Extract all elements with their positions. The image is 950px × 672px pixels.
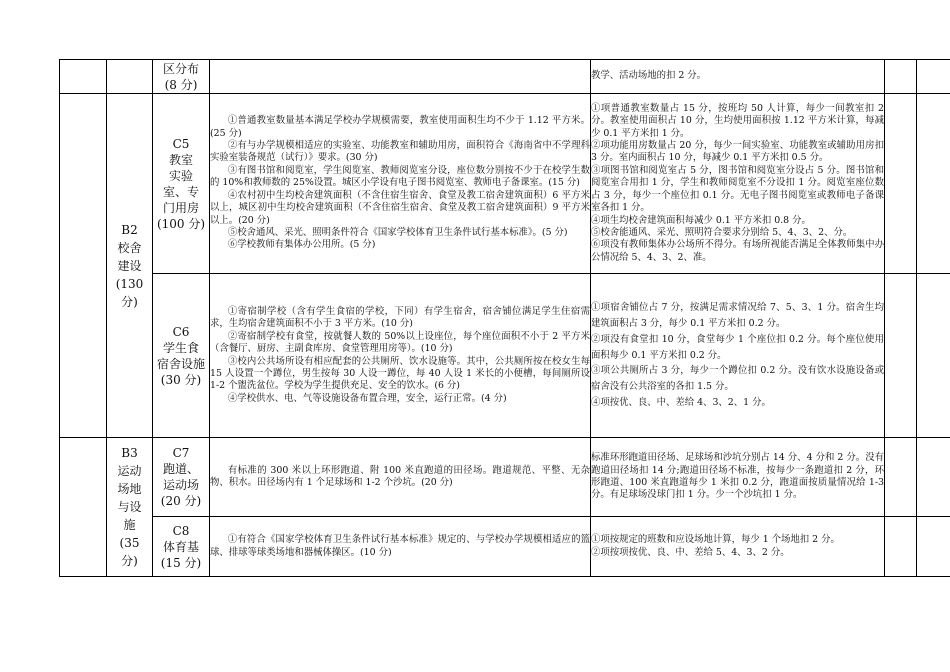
remark-cell: [917, 438, 950, 517]
rule-item: ⑥项没有教师集体办公场所不得分。有场所视能否满足全体教师集中办公情况给 5、4、3、2、准。: [591, 239, 884, 263]
rule-item: ③项公共厕所占 3 分，每少一个蹲位扣 0.2 分。没有饮水设施设备或宿舍没有公共浴室的各扣 1.5 分。: [591, 365, 884, 393]
table-row-c8: [60, 517, 950, 577]
rule-cell-c8: [591, 517, 885, 577]
standard-item: ⑥学校教师有集体办公用所。(5 分): [227, 239, 376, 251]
cell-empty-a: [60, 60, 107, 94]
table-row-c7: [60, 438, 950, 517]
evaluation-table: [59, 59, 950, 577]
rule-item: ①项按规定的班数和应设场地计算，每少 1 个场地扣 2 分。: [591, 534, 840, 546]
subcategory-cell-c5: C5 教室 实验 室、专 门用房 (100 分): [153, 94, 210, 274]
standard-item: ②有与办学规模相适应的实验室、功能教室和辅助用房，面积符合《海南省中不学理科实验室装备规范（试行）》要求。(30 分): [210, 140, 590, 164]
rule-cell-c5: [591, 94, 885, 274]
subcategory-cell-c6: C6 学生食 宿舍设施 (30 分): [153, 274, 210, 438]
subcategory-cell-c7: C7 跑道、 运动场 (20 分): [153, 438, 210, 517]
standard-item: ①有符合《国家学校体育卫生条件试行基本标准》规定的、与学校办学规模相适应的篮球、排球等球类场地和器械体操区。(10 分): [210, 534, 590, 558]
standard-item: ⑤校舍通风、采光、照明条件符合《国家学校体育卫生条件试行基本标准》。(5 分): [227, 226, 568, 238]
rule-item: ②项按项按优、良、中、差给 5、4、3、2 分。: [591, 546, 790, 558]
standard-cell-empty: [210, 60, 591, 94]
remark-cell: [917, 274, 950, 438]
rule-item: ④项生均校舍建筑面积每减少 0.1 平方米扣 0.8 分。: [591, 214, 811, 226]
rule-item: 标准环形跑道田径场、足球场和沙坑分别占 14 分、4 分和 2 分。没有跑道田径场扣 14 分;跑道田径场不标准，按每少一条跑道扣 2 分，环形跑道、100 米直跑道每少 1 米扣 0.2 分，跑道面按质量情况给 1-3 分。有足球场没球门扣 1 分。少一个沙坑扣 1 分。: [591, 452, 884, 501]
subcategory-cell-c8: C8 体育基 (15 分): [153, 517, 210, 577]
table-row-c6: [60, 274, 950, 438]
standard-item: ③校内公共场所设有相应配套的公共厕所、饮水设施等。其中，公共厕所按在校女生每 15 人设置一个蹲位，男生按每 30 人设一蹲位，每 40 人设 1 米长的小便槽，每间厕所设 1-2 个盥洗盆位。学校为学生提供充足、安全的饮水。(6 分): [210, 355, 590, 392]
rule-item: ①项普通教室数量占 15 分，按班均 50 人计算，每少一间教室扣 2 分。教室使用面积占 10 分，生均使用面积按 1.12 平方米计算，每减少 0.1 平方米扣 1 分。: [591, 102, 884, 139]
subcategory-cell: 区分布 (8 分): [153, 60, 210, 94]
standard-cell-c5: [210, 94, 591, 274]
remark-cell: [917, 517, 950, 577]
cell-empty-a: [60, 94, 107, 438]
rule-item: ④项按优、良、中、差给 4、3、2、1 分。: [591, 396, 771, 408]
standard-item: ④学校供水、电、气等设施设备布置合理，安全，运行正常。(4 分): [227, 392, 507, 404]
rule-item: ②项功能用房数量占 20 分，每少一间实验室、功能教室或辅助用房扣 3 分。室内面积占 10 分，每减少 0.1 平方米扣 0.5 分。: [591, 140, 884, 164]
standard-item: ④农村初中生均校舍建筑面积（不含住宿生宿舍、食堂及教工宿舍建筑面积）6 平方米以上，城区初中生均校舍建筑面积（不含住宿生宿舍、食堂及教工宿舍建筑面积）9 平方米以上。(20 分): [210, 189, 590, 226]
category-cell-b3: B3 运动 场地 与设 施 (35 分): [107, 438, 153, 577]
rule-cell-c7: [591, 438, 885, 517]
rule-cell-c6: [591, 274, 885, 438]
standard-item: ①寄宿制学校（含有学生食宿的学校，下同）有学生宿舍，宿舍铺位满足学生住宿需求，生均宿舍建筑面积不小于 3 平方米。(10 分): [210, 305, 590, 330]
rule-cell: [591, 60, 885, 94]
standard-item: ②寄宿制学校有食堂，按就餐人数的 50%以上设座位，每个座位面积不小于 2 平方米（含餐厅、厨房、主副食库房、食堂管理用房等）。(10 分): [210, 330, 590, 355]
score-cell: [885, 60, 917, 94]
standard-item: 有标准的 300 米以上环形跑道、附 100 米直跑道的田径场。跑道规范、平整、无杂物、积水。田径场内有 1 个足球场和 1-2 个沙坑。(20 分): [210, 464, 590, 488]
remark-cell: [917, 60, 950, 94]
rule-item: ⑤校舍能通风、采光、照明符合要求分别给 5、4、3、2、分。: [591, 226, 853, 238]
score-cell: [885, 94, 917, 274]
standard-cell-c7: [210, 438, 591, 517]
table-row-continuation: [60, 60, 950, 94]
standard-item: ①普通教室数量基本满足学校办学规模需要，教室使用面积生均不少于 1.12 平方米。(25 分): [210, 115, 590, 139]
standard-item: ③有图书馆和阅览室，学生阅览室、教师阅览室分设，座位数分别按不少于在校学生数的 10%和教师数的 25%设置。城区小学设有电子图书阅览室、教师电子备课室。(15 分): [210, 164, 590, 189]
cell-empty-b: [107, 60, 153, 94]
remark-cell: [917, 94, 950, 274]
rule-item: ③项图书馆和阅览室占 5 分，图书馆和阅览室分设占 5 分。图书馆和阅览室合用扣 1 分，学生和教师阅览室不分设扣 1 分。阅览室座位数占 3 分，每少一个座位扣 0.1 分。无电子图书阅览室或教师电子备课室各扣 1 分。: [591, 164, 884, 214]
score-cell: [885, 274, 917, 438]
rule-text: 教学、活动场地的扣 2 分。: [591, 70, 707, 82]
standard-cell-c6: [210, 274, 591, 438]
rule-item: ②项没有食堂扣 10 分，食堂每少 1 个座位扣 0.2 分。每个座位使用面积每少 0.1 平方米扣 0.2 分。: [591, 333, 884, 361]
standard-cell-c8: [210, 517, 591, 577]
score-cell: [885, 517, 917, 577]
rule-item: ①项宿舍铺位占 7 分，按满足需求情况给 7、5、3、1 分。宿舍生均建筑面积占 3 分，每少 0.1 平方米扣 0.2 分。: [591, 302, 884, 329]
score-cell: [885, 438, 917, 517]
table-row-c5: [60, 94, 950, 274]
category-cell-b2: B2 校舍 建设 (130 分): [107, 94, 153, 438]
cell-empty-a: [60, 438, 107, 577]
